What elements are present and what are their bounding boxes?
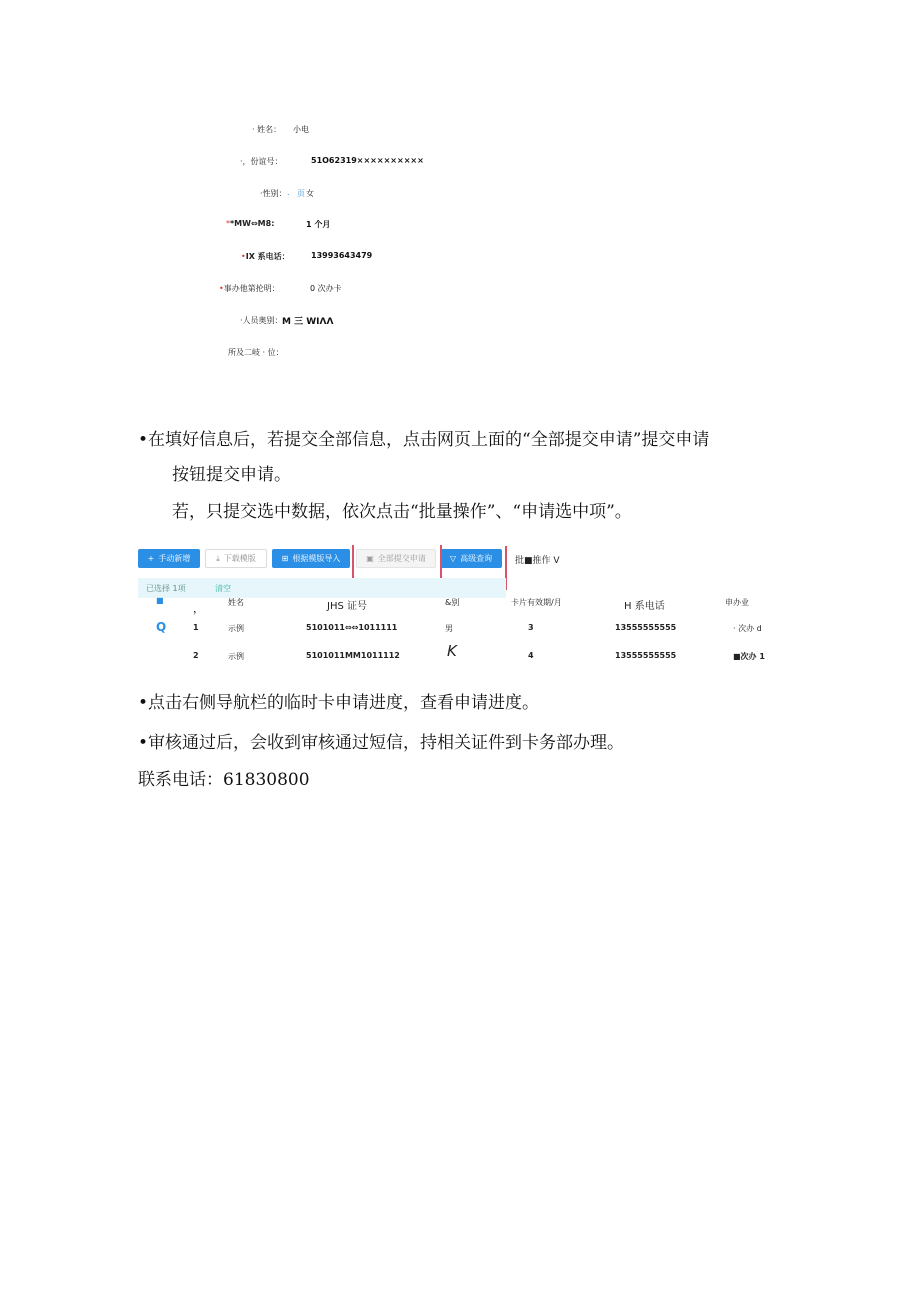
advanced-search-button[interactable]: ▽ 高级查询 [440, 549, 502, 568]
phone-header: H 系电话 [624, 601, 665, 612]
instruction-after-approval: •审核通过后，会收到审核通过短信，持相关证件到卡务部办理。 [138, 733, 625, 753]
name-value: 小电 [293, 125, 309, 134]
id-number-label: ·，份谊号： [240, 157, 283, 166]
department-label: 所及二岐 · 位： [228, 348, 284, 357]
gender-label: ·性别： [260, 189, 287, 198]
batch-operation-dropdown[interactable]: 批■推作 V [515, 556, 560, 566]
row-validity: 4 [528, 651, 534, 660]
select-all-checkbox[interactable]: ■ [156, 596, 164, 605]
apply-type-header: 申办业 [725, 598, 749, 607]
plus-icon: + [147, 554, 155, 563]
row-index: 1 [193, 623, 199, 632]
row-validity: 3 [528, 623, 534, 632]
gender-radio-marker[interactable]: . [287, 188, 290, 197]
row-id: 5101011MM1011112 [306, 651, 400, 660]
validity-value: 1 个月 [306, 220, 331, 229]
row-phone: 13555555555 [615, 623, 677, 632]
row-phone: 13555555555 [615, 651, 677, 660]
clear-selection-link[interactable]: 清空 [215, 584, 231, 593]
person-type-label: ·人员奥别： [240, 316, 283, 325]
phone-label: •IX 系电话： [241, 252, 290, 261]
contact-phone: 联系电话：61830800 [138, 770, 310, 790]
row-gender: 男 [445, 624, 453, 633]
instruction-submit-all-line2: 按钮提交申请。 [172, 465, 291, 485]
name-header: 姓名 [228, 598, 244, 607]
selection-bar [138, 578, 506, 598]
index-header: ， [193, 602, 204, 615]
document-icon: ▣ [366, 554, 374, 563]
row-name: 示例 [228, 652, 244, 661]
row-id: 5101011⇔⇔1011111 [306, 623, 398, 632]
download-template-button[interactable]: ⤓ 下载模版 [205, 549, 267, 568]
instruction-submit-all-line1: •在填好信息后，若提交全部信息，点击网页上面的“全部提交申请”提交申请 [138, 430, 710, 450]
instruction-submit-selected: 若，只提交选中数据，依次点击“批量操作”、“申请选中项”。 [172, 502, 632, 522]
row-apply-type: ■次办 1 [733, 652, 765, 661]
id-number-value: 51O62319×××××××××× [311, 156, 424, 165]
gender-option-female[interactable]: 女 [306, 189, 314, 198]
name-label: · 姓名： [252, 125, 282, 134]
instruction-check-progress: •点击右侧导航栏的临时卡申请进度，查看申请进度。 [138, 693, 540, 713]
gender-option-male[interactable]: 页 [297, 189, 305, 198]
add-manual-button[interactable]: + 手动新增 [138, 549, 200, 568]
note-value: 0 次办卡 [310, 284, 342, 293]
upload-icon: ⊞ [281, 554, 289, 563]
row-apply-type: · 次办 d [733, 624, 762, 633]
phone-value: 13993643479 [311, 251, 373, 260]
row-checkbox[interactable]: Q [156, 620, 167, 634]
import-template-button[interactable]: ⊞ 根据模版导入 [272, 549, 350, 568]
id-header: JHS 证号 [327, 601, 367, 612]
person-type-value: M 三 WIΛΛ [282, 317, 334, 327]
filter-icon: ▽ [449, 554, 457, 563]
gender-header: &别 [445, 598, 460, 607]
row-gender: K [447, 642, 457, 660]
download-icon: ⤓ [216, 553, 220, 563]
validity-label: **MW⇔M8: [226, 219, 275, 228]
selected-count: 已选择 1项 [146, 584, 186, 593]
validity-header: 卡片有效期/月 [511, 598, 562, 607]
row-name: 示例 [228, 624, 244, 633]
row-index: 2 [193, 651, 199, 660]
submit-all-button[interactable]: ▣ 全部提交申请 [356, 549, 436, 568]
note-label: •事办他第抡明： [219, 284, 280, 293]
